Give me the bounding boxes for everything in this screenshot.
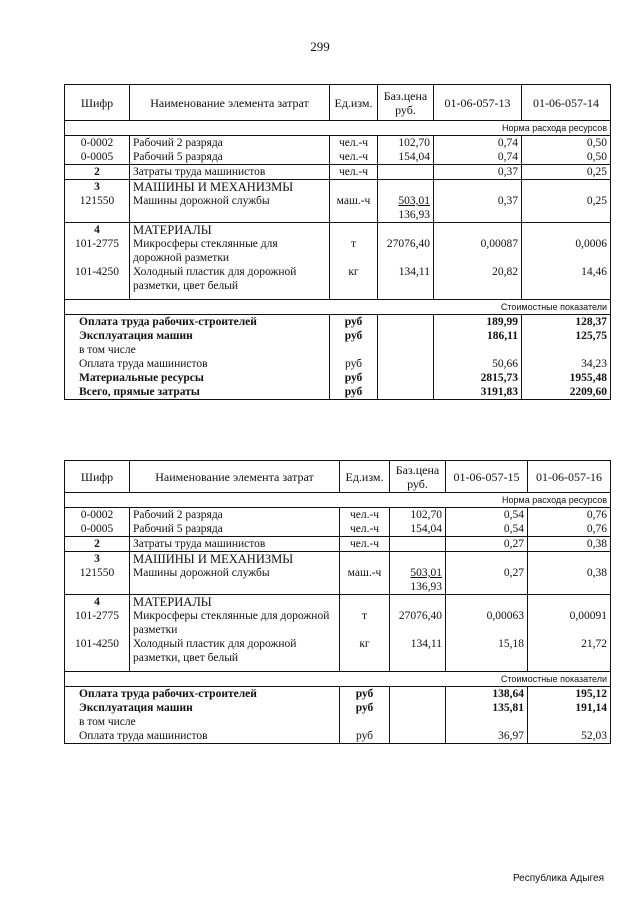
section-title: МАШИНЫ И МЕХАНИЗМЫ bbox=[130, 180, 330, 195]
footer-region-name: Республика Адыгея bbox=[512, 873, 604, 884]
summary-unit: руб bbox=[340, 686, 390, 701]
row-value-1: 0,74 bbox=[434, 136, 522, 151]
summary-unit: руб bbox=[330, 371, 378, 385]
row-value-2: 0,76 bbox=[528, 508, 611, 523]
row-value-1: 0,00063 bbox=[446, 609, 528, 637]
row-unit: чел.-ч bbox=[330, 136, 378, 151]
row-value-1: 0,54 bbox=[446, 522, 528, 537]
row-value-2: 0,0006 bbox=[522, 237, 611, 265]
summary-label: Эксплуатация машин bbox=[65, 701, 340, 715]
header-code: Шифр bbox=[65, 461, 130, 493]
section-heading-row bbox=[65, 595, 611, 610]
summary-value-1: 2815,73 bbox=[434, 371, 522, 385]
row-value-1: 20,82 bbox=[434, 265, 522, 293]
table-row bbox=[65, 566, 611, 595]
row-value-1: 0,37 bbox=[434, 165, 522, 180]
table-row bbox=[65, 150, 611, 165]
header-name: Наименование элемента затрат bbox=[130, 461, 340, 493]
section-heading-row bbox=[65, 552, 611, 567]
row-price bbox=[390, 566, 446, 595]
row-value-2: 0,50 bbox=[522, 150, 611, 165]
table-row bbox=[65, 508, 611, 523]
header-col2: 01-06-057-14 bbox=[522, 85, 611, 121]
summary-value-2: 1955,48 bbox=[522, 371, 611, 385]
summary-row bbox=[65, 715, 611, 729]
row-name: Холодный пластик для дорожной разметки, цвет белый bbox=[130, 265, 330, 293]
summary-unit: руб bbox=[330, 357, 378, 371]
table-row bbox=[65, 194, 611, 223]
row-value-2: 0,00091 bbox=[528, 609, 611, 637]
row-price bbox=[378, 165, 434, 180]
norm-row bbox=[65, 493, 611, 508]
norm-label: Норма расхода ресурсов bbox=[65, 493, 611, 508]
row-unit: маш.-ч bbox=[330, 194, 378, 223]
section-code: 3 bbox=[65, 180, 130, 195]
price-labor: 136,93 bbox=[410, 581, 442, 593]
norm-row bbox=[65, 121, 611, 136]
row-code: 101-2775 bbox=[65, 237, 130, 265]
summary-row bbox=[65, 729, 611, 744]
row-code: 2 bbox=[65, 537, 130, 552]
row-name: Рабочий 2 разряда bbox=[130, 508, 340, 523]
summary-label: Всего, прямые затраты bbox=[65, 385, 330, 400]
row-price: 27076,40 bbox=[378, 237, 434, 265]
summary-value-2: 52,03 bbox=[528, 729, 611, 744]
row-unit: кг bbox=[330, 265, 378, 293]
summary-value-2: 195,12 bbox=[528, 686, 611, 701]
row-value-2: 0,25 bbox=[522, 194, 611, 223]
row-name: Затраты труда машинистов bbox=[130, 165, 330, 180]
table-row bbox=[65, 265, 611, 293]
row-unit: т bbox=[340, 609, 390, 637]
section-heading-row bbox=[65, 223, 611, 238]
row-unit: чел.-ч bbox=[340, 508, 390, 523]
price-machine: 503,01 bbox=[398, 195, 430, 207]
header-col2: 01-06-057-16 bbox=[528, 461, 611, 493]
row-price: 134,11 bbox=[378, 265, 434, 293]
summary-unit: руб bbox=[330, 385, 378, 400]
summary-label: Оплата труда машинистов bbox=[65, 729, 340, 744]
row-code: 121550 bbox=[65, 194, 130, 223]
table-row bbox=[65, 637, 611, 665]
section-title: МАТЕРИАЛЫ bbox=[130, 595, 340, 610]
header-name: Наименование элемента затрат bbox=[130, 85, 330, 121]
summary-unit: руб bbox=[330, 314, 378, 329]
row-value-2: 21,72 bbox=[528, 637, 611, 665]
cost-label: Стоимостные показатели bbox=[65, 299, 611, 314]
row-name: Затраты труда машинистов bbox=[130, 537, 340, 552]
row-code: 101-4250 bbox=[65, 265, 130, 293]
row-value-2: 0,76 bbox=[528, 522, 611, 537]
row-name: Микросферы стеклянные для дорожной разметки bbox=[130, 609, 340, 637]
row-value-2: 0,38 bbox=[528, 566, 611, 595]
summary-unit: руб bbox=[330, 329, 378, 343]
row-price bbox=[378, 194, 434, 223]
summary-row bbox=[65, 701, 611, 715]
row-name: Машины дорожной службы bbox=[130, 194, 330, 223]
row-name: Рабочий 2 разряда bbox=[130, 136, 330, 151]
header-unit: Ед.изм. bbox=[330, 85, 378, 121]
header-col1: 01-06-057-15 bbox=[446, 461, 528, 493]
table-row bbox=[65, 537, 611, 552]
summary-label: Эксплуатация машин bbox=[65, 329, 330, 343]
row-value-2: 0,50 bbox=[522, 136, 611, 151]
section-code: 4 bbox=[65, 223, 130, 238]
table-row bbox=[65, 165, 611, 180]
table-row bbox=[65, 522, 611, 537]
section-title: МАТЕРИАЛЫ bbox=[130, 223, 330, 238]
row-value-1: 0,74 bbox=[434, 150, 522, 165]
row-name: Холодный пластик для дорожной разметки, цвет белый bbox=[130, 637, 340, 665]
table-row bbox=[65, 609, 611, 637]
summary-value-1: 50,66 bbox=[434, 357, 522, 371]
section-heading-row bbox=[65, 180, 611, 195]
row-value-1: 15,18 bbox=[446, 637, 528, 665]
row-unit: чел.-ч bbox=[340, 537, 390, 552]
row-name: Рабочий 5 разряда bbox=[130, 150, 330, 165]
section-title: МАШИНЫ И МЕХАНИЗМЫ bbox=[130, 552, 340, 567]
summary-row bbox=[65, 357, 611, 371]
row-unit: кг bbox=[340, 637, 390, 665]
row-value-1: 0,00087 bbox=[434, 237, 522, 265]
price-machine: 503,01 bbox=[410, 567, 442, 579]
cost-table-2 bbox=[64, 460, 611, 744]
row-value-1: 0,37 bbox=[434, 194, 522, 223]
header-price: Баз.цена руб. bbox=[390, 461, 446, 493]
summary-row bbox=[65, 314, 611, 329]
header-row bbox=[65, 461, 611, 493]
row-name: Микросферы стеклянные для дорожной разметки bbox=[130, 237, 330, 265]
summary-row bbox=[65, 385, 611, 400]
row-code: 121550 bbox=[65, 566, 130, 595]
row-unit: маш.-ч bbox=[340, 566, 390, 595]
header-col1: 01-06-057-13 bbox=[434, 85, 522, 121]
row-price: 134,11 bbox=[390, 637, 446, 665]
row-unit: чел.-ч bbox=[330, 150, 378, 165]
row-value-2: 0,38 bbox=[528, 537, 611, 552]
section-code: 4 bbox=[65, 595, 130, 610]
summary-value-1: 3191,83 bbox=[434, 385, 522, 400]
row-unit: чел.-ч bbox=[330, 165, 378, 180]
row-value-1: 0,27 bbox=[446, 537, 528, 552]
summary-row bbox=[65, 371, 611, 385]
summary-value-1: 135,81 bbox=[446, 701, 528, 715]
summary-row bbox=[65, 686, 611, 701]
summary-label: Материальные ресурсы bbox=[65, 371, 330, 385]
table-row bbox=[65, 237, 611, 265]
row-value-2: 0,25 bbox=[522, 165, 611, 180]
row-code: 2 bbox=[65, 165, 130, 180]
row-value-2: 14,46 bbox=[522, 265, 611, 293]
row-name: Машины дорожной службы bbox=[130, 566, 340, 595]
norm-label: Норма расхода ресурсов bbox=[65, 121, 611, 136]
summary-row bbox=[65, 343, 611, 357]
row-code: 101-2775 bbox=[65, 609, 130, 637]
summary-label: в том числе bbox=[65, 343, 330, 357]
summary-value-1: 36,97 bbox=[446, 729, 528, 744]
summary-value-2: 128,37 bbox=[522, 314, 611, 329]
table-row bbox=[65, 136, 611, 151]
row-code: 101-4250 bbox=[65, 637, 130, 665]
row-name: Рабочий 5 разряда bbox=[130, 522, 340, 537]
row-unit: чел.-ч bbox=[340, 522, 390, 537]
row-price bbox=[390, 537, 446, 552]
section-code: 3 bbox=[65, 552, 130, 567]
row-price: 102,70 bbox=[390, 508, 446, 523]
header-row bbox=[65, 85, 611, 121]
row-code: 0-0005 bbox=[65, 150, 130, 165]
cost-table-1 bbox=[64, 84, 611, 400]
header-unit: Ед.изм. bbox=[340, 461, 390, 493]
page-number: 299 bbox=[310, 39, 330, 54]
summary-value-2: 191,14 bbox=[528, 701, 611, 715]
summary-label: Оплата труда рабочих-строителей bbox=[65, 686, 340, 701]
summary-value-1: 186,11 bbox=[434, 329, 522, 343]
summary-value-2: 125,75 bbox=[522, 329, 611, 343]
cost-label-row bbox=[65, 299, 611, 314]
summary-value-2: 34,23 bbox=[522, 357, 611, 371]
row-value-1: 0,54 bbox=[446, 508, 528, 523]
summary-value-1: 138,64 bbox=[446, 686, 528, 701]
summary-unit: руб bbox=[340, 729, 390, 744]
row-price: 102,70 bbox=[378, 136, 434, 151]
summary-value-2: 2209,60 bbox=[522, 385, 611, 400]
row-value-1: 0,27 bbox=[446, 566, 528, 595]
row-code: 0-0002 bbox=[65, 136, 130, 151]
row-unit: т bbox=[330, 237, 378, 265]
header-price: Баз.цена руб. bbox=[378, 85, 434, 121]
row-price: 154,04 bbox=[378, 150, 434, 165]
cost-label: Стоимостные показатели bbox=[65, 671, 611, 686]
summary-label: в том числе bbox=[65, 715, 340, 729]
summary-label: Оплата труда машинистов bbox=[65, 357, 330, 371]
summary-label: Оплата труда рабочих-строителей bbox=[65, 314, 330, 329]
row-price: 27076,40 bbox=[390, 609, 446, 637]
row-price: 154,04 bbox=[390, 522, 446, 537]
row-code: 0-0005 bbox=[65, 522, 130, 537]
summary-unit: руб bbox=[340, 701, 390, 715]
summary-value-1: 189,99 bbox=[434, 314, 522, 329]
summary-row bbox=[65, 329, 611, 343]
price-labor: 136,93 bbox=[398, 209, 430, 221]
header-code: Шифр bbox=[65, 85, 130, 121]
row-code: 0-0002 bbox=[65, 508, 130, 523]
cost-label-row bbox=[65, 671, 611, 686]
